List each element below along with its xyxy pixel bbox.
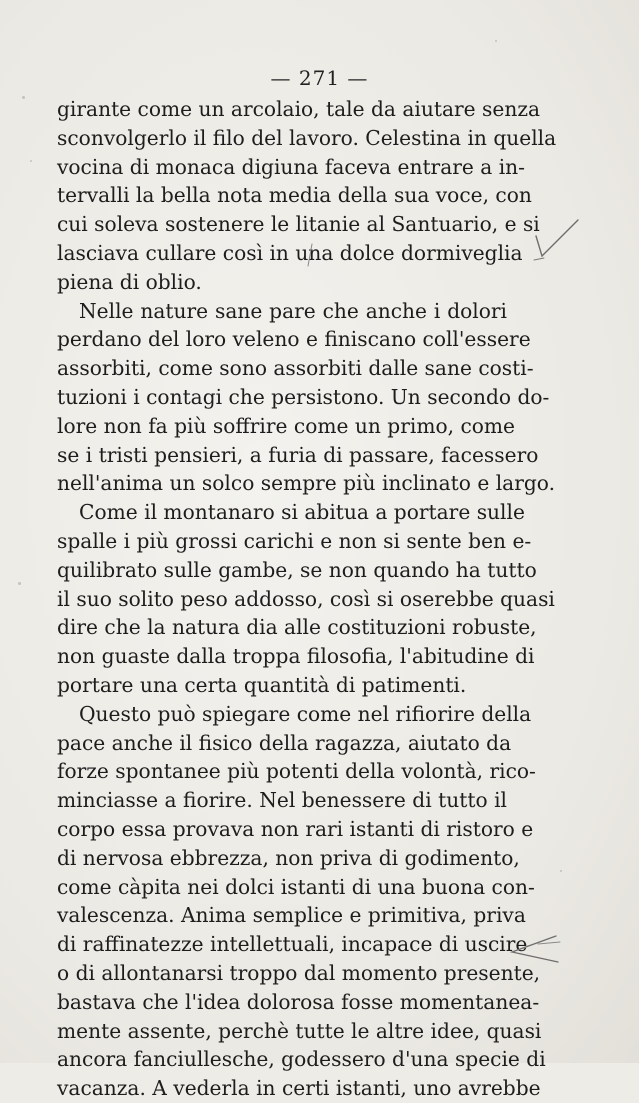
text-line: pace anche il fisico della ragazza, aiutato da <box>57 730 512 755</box>
text-line: quilibrato sulle gambe, se non quando ha tutto <box>57 557 537 582</box>
text-line: tuzioni i contagi che persistono. Un secondo do- <box>57 384 550 409</box>
text-line: lore non fa più soffrire come un primo, come <box>57 413 515 438</box>
text-line: forze spontanee più potenti della volontà, rico- <box>57 759 536 784</box>
page-number: — 271 — <box>270 66 369 90</box>
text-line: portare una certa quantità di patimenti. <box>57 672 467 697</box>
text-line: Nelle nature sane pare che anche i dolori <box>79 298 507 323</box>
paper-speck <box>560 870 562 872</box>
text-line: di raffinatezze intellettuali, incapace di uscire <box>57 932 528 957</box>
text-line: girante come un arcolaio, tale da aiutare senza <box>57 97 540 121</box>
text-line: bastava che l'idea dolorosa fosse momentanea- <box>57 989 540 1014</box>
text-line: corpo essa provava non rari istanti di ristoro e <box>57 816 534 841</box>
text-line: se i tristi pensieri, a furia di passare, facessero <box>57 442 539 467</box>
paper-speck <box>18 582 21 585</box>
paper-speck <box>495 40 497 42</box>
text-line: piena di oblio. <box>57 269 202 294</box>
text-line: o di allontanarsi troppo dal momento presente, <box>57 960 541 985</box>
text-line: sconvolgerlo il filo del lavoro. Celestina in quella <box>57 125 557 150</box>
text-line: lasciava cullare così in una dolce dormiveglia <box>57 240 523 265</box>
text-line: di nervosa ebbrezza, non priva di godimento, <box>57 845 520 870</box>
text-line: Come il montanaro si abitua a portare sulle <box>79 500 525 525</box>
text-line: non guaste dalla troppa filosofia, l'abitudine di <box>57 644 535 669</box>
text-line: minciasse a fiorire. Nel benessere di tutto il <box>57 788 507 813</box>
text-line: Questo può spiegare come nel rifiorire della <box>79 701 532 726</box>
text-line: tervalli la bella nota media della sua voce, con <box>57 183 532 208</box>
text-line: spalle i più grossi carichi e non si sente ben e- <box>57 528 532 553</box>
text-line: valescenza. Anima semplice e primitiva, priva <box>57 903 526 928</box>
text-line: come càpita nei dolci istanti di una buona con- <box>57 874 535 899</box>
text-line: dire che la natura dia alle costituzioni robuste, <box>57 615 537 640</box>
body-text <box>57 95 557 1103</box>
text-line: il suo solito peso addosso, così si oserebbe quasi <box>57 586 555 611</box>
text-line: vocina di monaca digiuna faceva entrare a in- <box>57 154 525 179</box>
text-line: perdano del loro veleno e finiscano coll'essere <box>57 327 531 352</box>
text-line: ancora fanciullesche, godessero d'una specie di <box>57 1047 546 1072</box>
text-line: nell'anima un solco sempre più inclinato e largo. <box>57 471 555 496</box>
text-line: mente assente, perchè tutte le altre idee, quasi <box>57 1018 542 1043</box>
paper-speck <box>30 160 32 162</box>
text-line: assorbiti, come sono assorbiti dalle sane costi- <box>57 356 534 381</box>
text-line: cui soleva sostenere le litanie al Santuario, e si <box>57 212 540 237</box>
pencil-arrow-icon <box>508 930 568 966</box>
pencil-stroke-icon <box>300 242 320 270</box>
paper-speck <box>22 96 25 99</box>
text-line: vacanza. A vederla in certi istanti, uno avrebbe <box>57 1076 541 1101</box>
pencil-checkmark-icon <box>528 212 588 272</box>
